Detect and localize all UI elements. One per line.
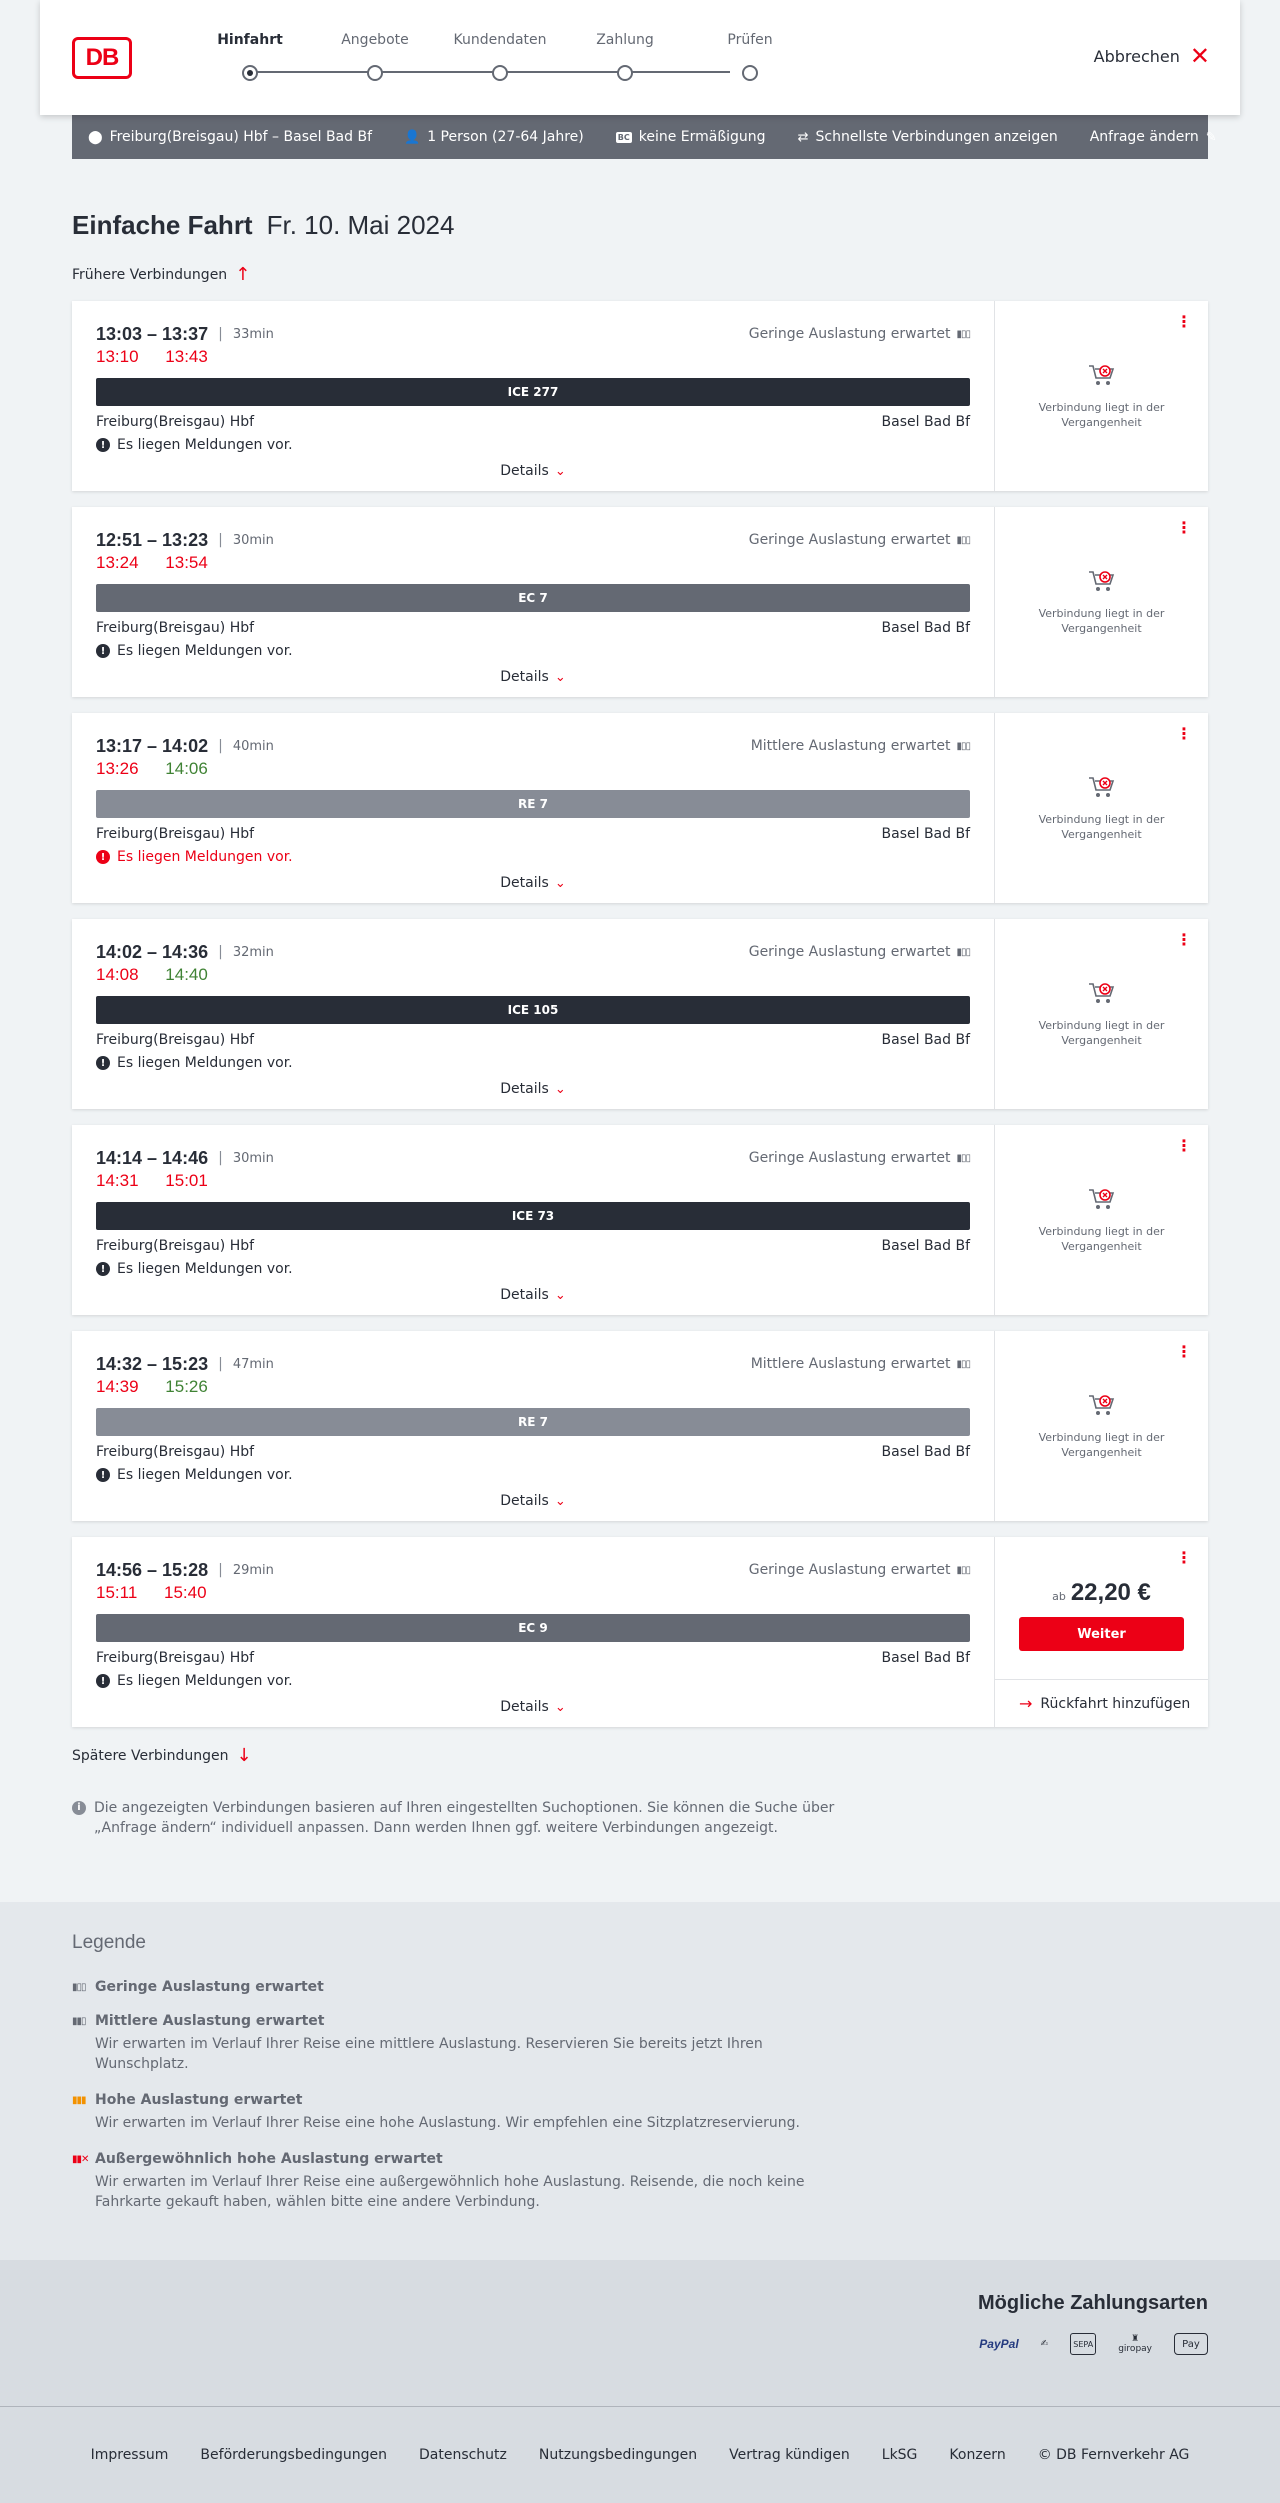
step-label: Prüfen [727,32,773,48]
past-connection-text: Verbindung liegt in der Vergangenheit [1038,401,1165,429]
train-label: ICE 105 [507,1003,559,1017]
legend-description: Wir erwarten im Verlauf Ihrer Reise eine außergewöhnlich hohe Auslastung. Reisende, die noch keine Fahrkarte gekauft haben, wählen bitte eine andere Verbindung. [95,2174,805,2210]
duration: 33min [232,326,274,342]
price [1052,1579,1151,1607]
duration: 29min [232,1562,274,1578]
step-label: Angebote [341,32,409,48]
footer-link-befoerderungsbedingungen[interactable]: Beförderungsbedingungen [200,2447,387,2463]
alert-icon: ! [96,850,110,864]
connection-card[interactable] [72,1537,1208,1727]
connection-offer [995,1331,1208,1521]
legend-item [72,2013,1208,2074]
fastest-text: Schnellste Verbindungen anzeigen [815,129,1058,145]
connection-offer [995,1125,1208,1315]
realtime-arrival: 14:06 [165,759,208,778]
occupancy-info [751,738,970,754]
realtime-departure: 13:10 [96,347,139,366]
price-value: 22,20 € [1070,1579,1151,1606]
realtime-row [96,965,970,987]
past-connection-text: Verbindung liegt in der Vergangenheit [1038,607,1165,635]
separator: | [218,1150,223,1166]
step-label: Zahlung [596,32,654,48]
occupancy-icon: ▮▯▯ [956,1564,970,1576]
legend-label: Geringe Auslastung erwartet [95,1979,324,1995]
departure-station: Freiburg(Breisgau) Hbf [96,826,255,842]
apple-pay-label: Pay [1182,2338,1200,2350]
occupancy-info [749,944,970,960]
paypal-icon: PayPal [979,2337,1019,2351]
footer-link-nutzungsbedingungen[interactable]: Nutzungsbedingungen [538,2447,698,2463]
arrow-down-icon: ↓ [236,1745,252,1766]
occupancy-text: Geringe Auslastung erwartet [748,1562,951,1578]
notice-text: Es liegen Meldungen vor. [117,1261,293,1277]
past-connection-text: Verbindung liegt in der Vergangenheit [1038,1225,1165,1253]
payment-logos [72,2333,1208,2355]
time-row [96,1147,970,1169]
notice-text: Es liegen Meldungen vor. [117,1055,293,1071]
connection-offer [995,507,1208,697]
footer-link-konzern[interactable]: Konzern [949,2447,1006,2463]
step-dot [367,65,383,81]
chevron-down-icon: ⌄ [554,670,566,685]
time-row [96,323,970,345]
arrival-station: Basel Bad Bf [881,620,970,636]
time-row [96,735,970,757]
alert-icon: ! [96,1468,110,1482]
details-toggle[interactable] [72,463,994,479]
info-text: Die angezeigten Verbindungen basieren auf Ihren eingestellten Suchoptionen. Sie können die Suche über „Anfrage ändern“ individuell anpassen. Dann werden Ihnen ggf. weitere Verbindungen angezeigt. [94,1800,835,1836]
legend-head [72,2013,1208,2029]
details-label: Details [500,1287,549,1303]
details-toggle[interactable] [72,1287,994,1303]
details-toggle[interactable] [72,1699,994,1715]
notice [96,849,970,865]
footer-link-vertrag-kuendigen[interactable]: Vertrag kündigen [729,2447,850,2463]
occupancy-info [749,326,970,342]
connection-main [72,507,995,697]
occupancy-icon: ▮▮▯ [72,2015,86,2027]
time-row [96,1559,970,1581]
details-label: Details [500,1699,549,1715]
stations [96,620,970,636]
cart-unavailable-icon [1087,980,1117,1006]
stations [96,1238,970,1254]
realtime-row [96,1171,970,1193]
chevron-down-icon: ⌄ [554,1494,566,1509]
notice-text: Es liegen Meldungen vor. [117,643,293,659]
planned-times: 13:03 – 13:37 [96,323,209,344]
train-bar[interactable] [96,1202,970,1230]
occupancy-text: Geringe Auslastung erwartet [748,1150,951,1166]
connection-card[interactable] [72,919,1208,1109]
details-label: Details [500,875,549,891]
step-pruefen [690,32,810,81]
separator: | [218,326,223,342]
realtime-arrival: 14:40 [165,965,208,984]
progress-steps [210,32,773,92]
planned-times: 14:14 – 14:46 [96,1147,209,1168]
connection-main [72,919,995,1109]
location-pin-icon: ⬤ [88,129,103,145]
planned-times: 13:17 – 14:02 [96,735,209,756]
copyright: © DB Fernverkehr AG [1037,2447,1190,2463]
cart-unavailable-icon [1087,1186,1117,1212]
more-options-icon[interactable]: ⋮ [1176,1136,1192,1155]
occupancy-icon: ▮▯▯ [956,328,970,340]
connection-offer [995,301,1208,491]
cart-unavailable-icon [1087,1392,1117,1418]
continue-button[interactable]: Weiter [1019,1617,1184,1651]
train-label: EC 9 [518,1621,548,1635]
past-connection-text: Verbindung liegt in der Vergangenheit [1038,1019,1165,1047]
stations [96,414,970,430]
occupancy-text: Geringe Auslastung erwartet [748,944,951,960]
separator: | [218,738,223,754]
details-label: Details [500,463,549,479]
person-icon: 👤 [404,129,421,145]
separator: | [218,532,223,548]
legend-item [72,2151,1208,2212]
past-connection-text: Verbindung liegt in der Vergangenheit [1038,1431,1165,1459]
train-label: RE 7 [518,797,548,811]
legend-head [72,1979,1208,1995]
alert-icon: ! [96,644,110,658]
summary-route [88,129,372,145]
add-return-button[interactable] [995,1679,1208,1727]
step-kundendaten [440,32,560,81]
occupancy-info [751,1356,970,1372]
connection-offer [995,713,1208,903]
step-hinfahrt [190,32,310,81]
legend-description: Wir erwarten im Verlauf Ihrer Reise eine hohe Auslastung. Wir empfehlen eine Sitzplatzreservierung. [95,2115,800,2131]
connection-card[interactable] [72,1125,1208,1315]
arrow-right-icon: → [1019,1694,1033,1713]
sepa-icon: SEPA [1070,2333,1096,2355]
connection-main [72,1537,995,1727]
legend [0,1902,1280,2260]
realtime-row [96,1583,970,1605]
departure-station: Freiburg(Breisgau) Hbf [96,1032,255,1048]
occupancy-info [749,1150,970,1166]
legend-list [72,1979,1208,2212]
step-dot [242,65,258,81]
notice-text: Es liegen Meldungen vor. [117,849,293,865]
price-prefix: ab [1052,1590,1066,1603]
details-label: Details [500,1493,549,1509]
step-dot [617,65,633,81]
train-label: ICE 73 [511,1209,555,1223]
legend-item [72,2092,1208,2133]
connection-card[interactable] [72,507,1208,697]
results [72,210,1208,1838]
train-label: ICE 277 [507,385,559,399]
planned-times: 14:56 – 15:28 [96,1559,209,1580]
connection-offer [995,919,1208,1109]
more-options-icon[interactable]: ⋮ [1176,518,1192,537]
connection-main [72,301,995,491]
time-row [96,529,970,551]
arrival-station: Basel Bad Bf [881,1238,970,1254]
realtime-departure: 13:26 [96,759,139,778]
payment-title: Mögliche Zahlungsarten [977,2292,1208,2314]
legend-label: Mittlere Auslastung erwartet [95,2013,325,2029]
summary-fastest [798,129,1058,145]
discount-text: keine Ermäßigung [638,129,766,145]
past-connection-text: Verbindung liegt in der Vergangenheit [1038,813,1165,841]
apple-pay-icon [1174,2333,1208,2355]
db-logo[interactable] [72,37,132,79]
arrival-station: Basel Bad Bf [881,1444,970,1460]
step-angebote [315,32,435,81]
occupancy-icon: ▮▯▯ [956,534,970,546]
footer-link-datenschutz[interactable]: Datenschutz [418,2447,507,2463]
db-logo-text: DB [85,44,119,71]
connection-card[interactable] [72,713,1208,903]
info-icon: i [72,1801,86,1815]
realtime-row [96,347,970,369]
change-request-label: Anfrage ändern [1089,129,1199,145]
arrival-station: Basel Bad Bf [881,1032,970,1048]
duration: 32min [232,944,274,960]
info-note [72,1798,842,1838]
separator: | [218,944,223,960]
step-zahlung [565,32,685,81]
connection-list [72,301,1208,1727]
chevron-down-icon: ⌄ [554,1700,566,1715]
train-bar[interactable] [96,1614,970,1642]
train-label: EC 7 [518,591,548,605]
notice [96,1673,970,1689]
train-bar[interactable] [96,996,970,1024]
notice-text: Es liegen Meldungen vor. [117,1673,293,1689]
notice [96,643,970,659]
train-bar[interactable] [96,378,970,406]
occupancy-text: Geringe Auslastung erwartet [748,326,951,342]
credit-card-icon: ✍ [1040,2339,1049,2349]
time-row [96,1353,970,1375]
realtime-departure: 14:39 [96,1377,139,1396]
more-options-icon[interactable]: ⋮ [1176,724,1192,743]
realtime-arrival: 15:01 [165,1171,208,1190]
more-options-icon[interactable]: ⋮ [1176,930,1192,949]
pencil-icon: ✎ [1205,129,1217,145]
arrival-station: Basel Bad Bf [881,414,970,430]
time-row [96,941,970,963]
train-bar[interactable] [96,1408,970,1436]
realtime-departure: 15:11 [96,1583,138,1602]
notice-text: Es liegen Meldungen vor. [117,1467,293,1483]
train-bar[interactable] [96,584,970,612]
giropay-icon [1118,2334,1152,2354]
departure-station: Freiburg(Breisgau) Hbf [96,1238,255,1254]
details-toggle[interactable] [72,1493,994,1509]
search-summary-bar [72,115,1217,159]
details-toggle[interactable] [72,875,994,891]
departure-station: Freiburg(Breisgau) Hbf [96,1444,255,1460]
notice [96,437,970,453]
legend-head [72,2151,1208,2167]
step-label: Kundendaten [453,32,547,48]
more-options-icon[interactable]: ⋮ [1176,312,1192,331]
occupancy-text: Mittlere Auslastung erwartet [750,738,951,754]
occupancy-icon: ▮▮✕ [72,2153,89,2165]
later-connections-link[interactable] [72,1745,1208,1766]
connection-main [72,713,995,903]
chevron-down-icon: ⌄ [554,1288,566,1303]
stations [96,826,970,842]
add-return-label: Rückfahrt hinzufügen [1040,1695,1191,1712]
footer-link-lksg[interactable]: LkSG [881,2447,918,2463]
occupancy-info [749,532,970,548]
legend-description: Wir erwarten im Verlauf Ihrer Reise eine mittlere Auslastung. Reservieren Sie bereits jetzt Ihren Wunschplatz. [95,2036,763,2072]
cart-unavailable-icon [1087,774,1117,800]
trip-type: Einfache Fahrt [72,210,253,240]
details-label: Details [500,1081,549,1097]
realtime-row [96,553,970,575]
notice [96,1055,970,1071]
alert-icon: ! [96,1056,110,1070]
alert-icon: ! [96,1674,110,1688]
realtime-arrival: 13:43 [165,347,208,366]
alert-icon: ! [96,1262,110,1276]
train-label: RE 7 [518,1415,548,1429]
legend-title: Legende [72,1932,146,1953]
stations [96,1444,970,1460]
stations [96,1650,970,1666]
duration: 30min [232,1150,274,1166]
notice-text: Es liegen Meldungen vor. [117,437,293,453]
realtime-row [96,1377,970,1399]
bahncard-icon: BC [617,132,630,142]
separator: | [218,1356,223,1372]
giropay-mark: ♜ [1131,2334,1140,2344]
connection-main [72,1331,995,1521]
occupancy-text: Geringe Auslastung erwartet [748,532,951,548]
occupancy-text: Mittlere Auslastung erwartet [750,1356,951,1372]
giropay-label: giropay [1118,2344,1152,2354]
cancel-button[interactable] [1093,42,1210,70]
realtime-row [96,759,970,781]
legend-label: Hohe Auslastung erwartet [95,2092,303,2108]
arrival-station: Basel Bad Bf [881,1650,970,1666]
realtime-arrival: 15:40 [164,1583,207,1602]
occupancy-icon: ▮▯▯ [956,1358,970,1370]
swap-arrows-icon: ⇄ [797,129,809,145]
payment-methods [0,2260,1280,2406]
close-icon: ✕ [1189,42,1210,70]
departure-station: Freiburg(Breisgau) Hbf [96,414,255,430]
train-bar[interactable] [96,790,970,818]
realtime-departure: 14:31 [96,1171,139,1190]
realtime-arrival: 15:26 [165,1377,208,1396]
cancel-label: Abbrechen [1093,46,1180,66]
step-dot [492,65,508,81]
earlier-connections-link[interactable] [72,264,1208,285]
occupancy-icon: ▮▮▮ [72,2094,86,2106]
separator: | [218,1562,223,1578]
earlier-label: Frühere Verbindungen [72,266,228,283]
stations [96,1032,970,1048]
duration: 30min [232,532,274,548]
notice [96,1261,970,1277]
chevron-down-icon: ⌄ [554,876,566,891]
details-toggle[interactable] [72,669,994,685]
footer [0,2406,1280,2503]
occupancy-info [749,1562,970,1578]
connection-card[interactable] [72,301,1208,491]
duration: 47min [232,1356,274,1372]
occupancy-icon: ▮▯▯ [956,946,970,958]
more-options-icon[interactable]: ⋮ [1176,1548,1192,1567]
trip-date: Fr. 10. Mai 2024 [266,210,455,240]
later-label: Spätere Verbindungen [72,1747,229,1764]
duration: 40min [232,738,274,754]
step-dot [742,65,758,81]
connection-card[interactable] [72,1331,1208,1521]
route-text: Freiburg(Breisgau) Hbf – Basel Bad Bf [109,129,372,145]
details-label: Details [500,669,549,685]
change-request-button[interactable] [1090,129,1217,145]
cart-unavailable-icon [1087,362,1117,388]
arrival-station: Basel Bad Bf [881,826,970,842]
details-toggle[interactable] [72,1081,994,1097]
page-title [72,210,1208,241]
summary-persons [404,129,584,145]
header [40,0,1240,115]
occupancy-icon: ▮▯▯ [956,740,970,752]
cart-unavailable-icon [1087,568,1117,594]
alert-icon: ! [96,438,110,452]
planned-times: 14:02 – 14:36 [96,941,209,962]
realtime-departure: 14:08 [96,965,139,984]
connection-offer [995,1537,1208,1727]
departure-station: Freiburg(Breisgau) Hbf [96,1650,255,1666]
chevron-down-icon: ⌄ [554,464,566,479]
occupancy-icon: ▮▯▯ [72,1981,86,1993]
occupancy-icon: ▮▯▯ [956,1152,970,1164]
notice [96,1467,970,1483]
departure-station: Freiburg(Breisgau) Hbf [96,620,255,636]
legend-label: Außergewöhnlich hohe Auslastung erwartet [95,2151,443,2167]
connection-main [72,1125,995,1315]
realtime-arrival: 13:54 [165,553,208,572]
arrow-up-icon: ↑ [235,264,251,285]
chevron-down-icon: ⌄ [554,1082,566,1097]
planned-times: 12:51 – 13:23 [96,529,209,550]
more-options-icon[interactable]: ⋮ [1176,1342,1192,1361]
step-label: Hinfahrt [217,32,283,48]
realtime-departure: 13:24 [96,553,139,572]
legend-item [72,1979,1208,1995]
summary-discount [616,129,766,145]
persons-text: 1 Person (27-64 Jahre) [427,129,584,145]
legend-head [72,2092,1208,2108]
planned-times: 14:32 – 15:23 [96,1353,209,1374]
footer-link-impressum[interactable]: Impressum [90,2447,169,2463]
